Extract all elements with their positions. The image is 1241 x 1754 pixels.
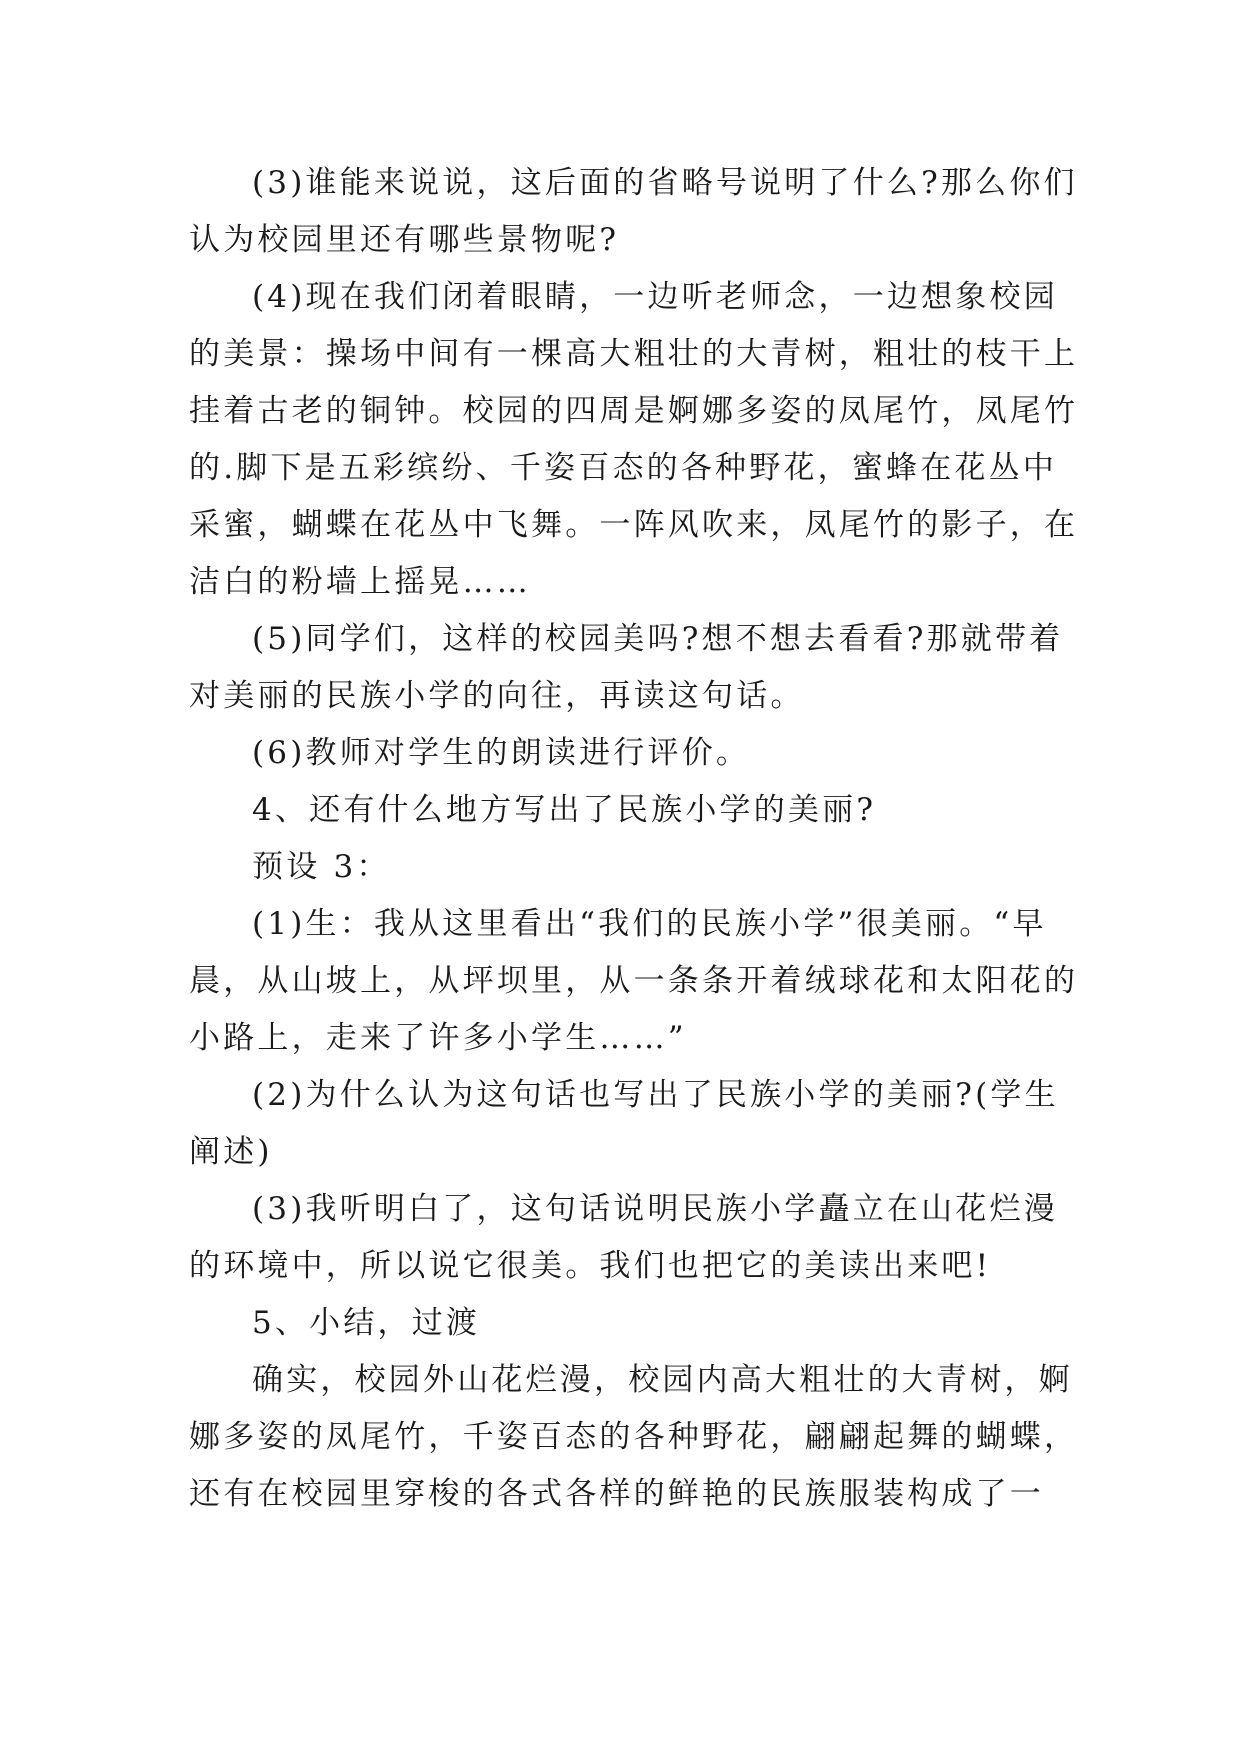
text-line: 的环境中，所以说它很美。我们也把它的美读出来吧! (189, 1248, 992, 1284)
text-line: (2)为什么认为这句话也写出了民族小学的美丽?(学生 (252, 1077, 1059, 1113)
text-line: (3)谁能来说说，这后面的省略号说明了什么?那么你们 (252, 165, 1078, 201)
text-line: 还有在校园里穿梭的各式各样的鲜艳的民族服装构成了一 (189, 1476, 1044, 1512)
text-line: 认为校园里还有哪些景物呢? (189, 222, 620, 258)
text-line: 4、还有什么地方写出了民族小学的美丽? (252, 792, 877, 828)
text-line: 对美丽的民族小学的向往，再读这句话。 (189, 678, 805, 714)
text-line: 洁白的粉墙上摇晃…… (189, 564, 531, 600)
text-line: (5)同学们，这样的校园美吗?想不想去看看?那就带着 (252, 621, 1064, 657)
text-line: 晨，从山坡上，从坪坝里，从一条条开着绒球花和太阳花的 (189, 963, 1079, 999)
text-line: (1)生：我从这里看出“我们的民族小学”很美丽。“早 (252, 906, 1047, 942)
text-line: (6)教师对学生的朗读进行评价。 (252, 735, 751, 771)
text-line: 确实，校园外山花烂漫，校园内高大粗壮的大青树，婀 (252, 1362, 1073, 1398)
text-line: 的.脚下是五彩缤纷、千姿百态的各种野花，蜜蜂在花丛中 (189, 450, 1058, 486)
text-line: (3)我听明白了，这句话说明民族小学矗立在山花烂漫 (252, 1191, 1058, 1227)
text-line: 5、小结，过渡 (252, 1305, 481, 1341)
text-line: 阐述) (189, 1134, 273, 1170)
text-line: 小路上，走来了许多小学生……” (189, 1020, 687, 1056)
text-line: 采蜜，蝴蝶在花丛中飞舞。一阵风吹来，凤尾竹的影子，在 (189, 507, 1079, 543)
text-line: (4)现在我们闭着眼睛，一边听老师念，一边想象校园 (252, 279, 1058, 315)
text-line: 娜多姿的凤尾竹，千姿百态的各种野花，翩翩起舞的蝴蝶， (189, 1419, 1079, 1455)
text-line: 预设 3： (252, 849, 391, 885)
text-line: 的美景：操场中间有一棵高大粗壮的大青树，粗壮的枝干上 (189, 336, 1079, 372)
text-line: 挂着古老的铜钟。校园的四周是婀娜多姿的凤尾竹，凤尾竹 (189, 393, 1079, 429)
